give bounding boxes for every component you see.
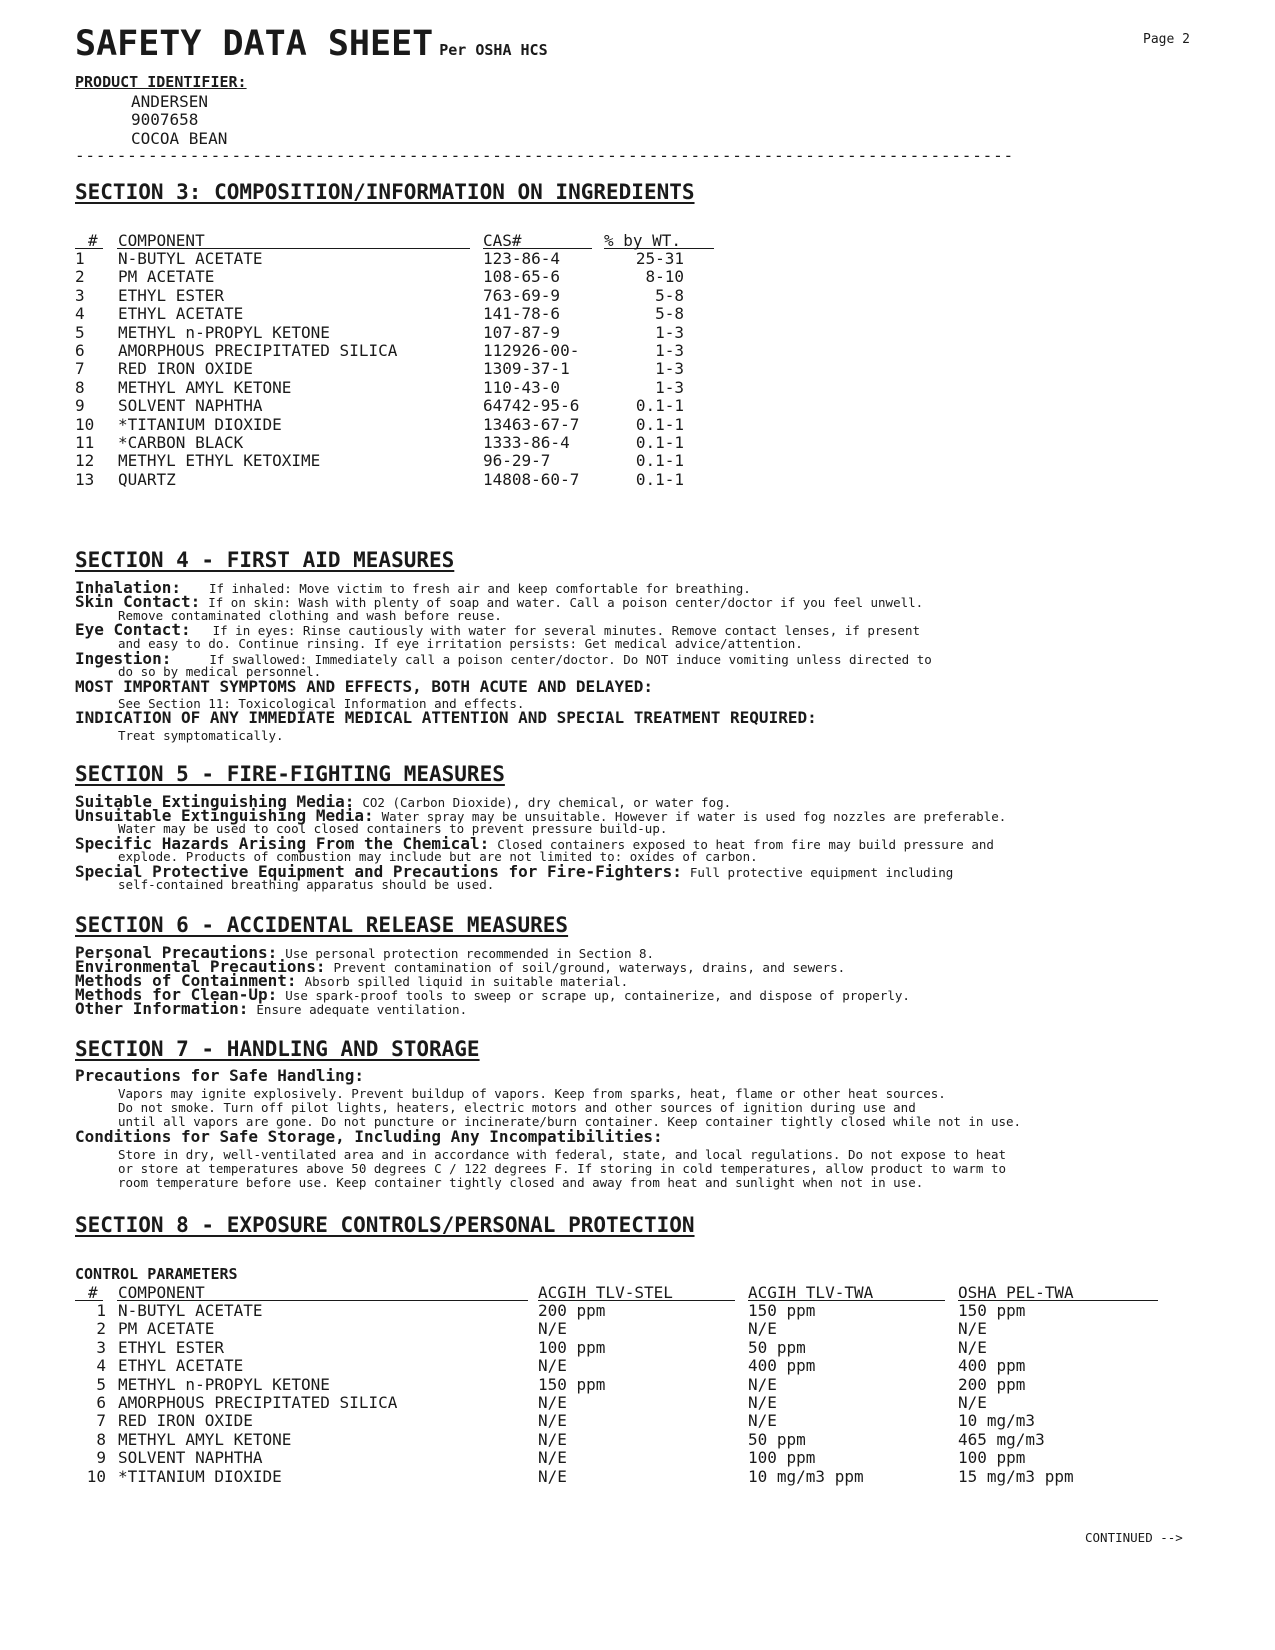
cell-num: 4 [75, 304, 85, 324]
cell-num: 10 [86, 1466, 106, 1486]
skin-contact-text-2: Remove contaminated clothing and wash before reuse. [118, 608, 502, 623]
cell-stel: 150 ppm [538, 1374, 606, 1394]
cell-component: QUARTZ [118, 469, 176, 489]
safe-storage-label: Conditions for Safe Storage, Including Any Incompatibilities: [75, 1127, 663, 1146]
cleanup-text: Use spark-proof tools to sweep or scrape up, containerize, and dispose of properly. [285, 988, 910, 1003]
cell-component: AMORPHOUS PRECIPITATED SILICA [118, 1393, 398, 1412]
cell-wt: 0.1-1 [635, 451, 684, 471]
eye-contact-text: If in eyes: Rinse cautiously with water for several minutes. Remove contact lenses, if present [212, 623, 921, 638]
cell-pel: 150 ppm [958, 1301, 1026, 1320]
specific-hazards-label: Specific Hazards Arising From the Chemical: [75, 834, 490, 853]
containment-label: Methods of Containment: [75, 971, 297, 990]
protective-equipment-text-2: self-contained breathing apparatus should be used. [118, 877, 495, 892]
cell-num: 7 [75, 359, 85, 379]
cell-num: 3 [75, 285, 85, 305]
cell-component: RED IRON OXIDE [118, 1411, 253, 1431]
cell-cas: 64742-95-6 [483, 396, 580, 416]
cell-wt: 1-3 [655, 359, 684, 379]
col-component-header: COMPONENT [118, 1283, 205, 1302]
cell-component: PM ACETATE [118, 1319, 215, 1339]
cell-component: METHYL n-PROPYL KETONE [118, 322, 330, 342]
col-cas-header: CAS# [483, 231, 522, 250]
section-5-heading: SECTION 5 - FIRE-FIGHTING MEASURES [75, 762, 505, 786]
cell-num: 4 [96, 1356, 106, 1376]
page-number: Page 2 [1143, 32, 1190, 47]
cell-num: 8 [75, 377, 85, 397]
cell-twa: 10 mg/m3 ppm [748, 1466, 864, 1486]
cell-wt: 5-8 [655, 304, 684, 324]
cell-pel: N/E [958, 1337, 987, 1357]
cell-cas: 763-69-9 [483, 285, 561, 305]
cell-num: 6 [96, 1393, 106, 1412]
symptoms-text: See Section 11: Toxicological Information and effects. [118, 696, 525, 711]
safe-handling-line: until all vapors are gone. Do not puncture or incinerate/burn container. Keep container tightly closed while not in use. [118, 1114, 1022, 1129]
personal-precautions-text: Use personal protection recommended in Section 8. [285, 946, 655, 961]
eye-contact-text-2: and easy to do. Continue rinsing. If eye irritation persists: Get medical advice/attention. [118, 636, 803, 651]
cell-num: 3 [96, 1337, 106, 1357]
indication-label: INDICATION OF ANY IMMEDIATE MEDICAL ATTENTION AND SPECIAL TREATMENT REQUIRED: [75, 708, 817, 727]
indication-text: Treat symptomatically. [118, 728, 284, 743]
cell-pel: 10 mg/m3 [958, 1411, 1036, 1431]
cell-component: SOLVENT NAPHTHA [118, 1448, 263, 1468]
cell-component: ETHYL ACETATE [118, 1356, 244, 1376]
eye-contact-label: Eye Contact: [75, 620, 191, 639]
skin-contact-label: Skin Contact: [75, 592, 201, 611]
specific-hazards-text-2: explode. Products of combustion may include but are not limited to: oxides of carbon. [118, 849, 758, 864]
cell-component: *TITANIUM DIOXIDE [118, 414, 282, 434]
cell-component: ETHYL ESTER [118, 1337, 224, 1357]
section-3-heading: SECTION 3: COMPOSITION/INFORMATION ON INGREDIENTS [75, 180, 695, 204]
cell-pel: 465 mg/m3 [958, 1429, 1045, 1449]
cell-num: 9 [96, 1448, 106, 1468]
col-component-header: COMPONENT [118, 231, 205, 250]
section-4-heading: SECTION 4 - FIRST AID MEASURES [75, 548, 455, 572]
cell-num: 11 [75, 433, 95, 452]
suitable-media-label: Suitable Extinguishing Media: [75, 792, 355, 811]
safe-storage-line: or store at temperatures above 50 degrees C / 122 degrees F. If storing in cold temperatures, allow product to warm to [118, 1161, 1007, 1176]
cell-twa: N/E [748, 1319, 777, 1339]
cell-wt: 0.1-1 [635, 414, 684, 434]
cell-stel: N/E [538, 1429, 567, 1449]
inhalation-label: Inhalation: [75, 578, 181, 597]
cell-wt: 1-3 [655, 341, 684, 360]
cell-twa: 50 ppm [748, 1429, 806, 1449]
cell-cas: 141-78-6 [483, 304, 561, 324]
cell-wt: 1-3 [655, 377, 684, 397]
col-num-header: # [88, 231, 98, 250]
cell-twa: N/E [748, 1411, 777, 1431]
cell-twa: 50 ppm [748, 1337, 806, 1357]
cell-twa: N/E [748, 1374, 777, 1394]
safe-handling-label: Precautions for Safe Handling: [75, 1066, 364, 1085]
specific-hazards-text: Closed containers exposed to heat from fire may build pressure and [497, 837, 994, 852]
cell-wt: 0.1-1 [635, 396, 684, 416]
cell-cas: 110-43-0 [483, 377, 561, 397]
cell-stel: N/E [538, 1393, 567, 1412]
protective-equipment-text: Full protective equipment including [689, 865, 954, 880]
cell-num: 5 [96, 1374, 106, 1394]
cell-num: 7 [96, 1411, 106, 1431]
cell-component: METHYL AMYL KETONE [118, 377, 292, 397]
suitable-media-text: CO2 (Carbon Dioxide), dry chemical, or water fog. [362, 795, 732, 810]
other-information-label: Other Information: [75, 999, 249, 1018]
cell-component: METHYL ETHYL KETOXIME [118, 451, 321, 471]
section-8-heading: SECTION 8 - EXPOSURE CONTROLS/PERSONAL PROTECTION [75, 1213, 695, 1237]
cell-num: 6 [75, 341, 85, 360]
cell-wt: 25-31 [635, 249, 684, 268]
containment-text: Absorb spilled liquid in suitable material. [304, 974, 629, 989]
cell-cas: 108-65-6 [483, 267, 561, 287]
col-wt-header: % by WT. [604, 231, 682, 250]
cell-component: METHYL AMYL KETONE [118, 1429, 292, 1449]
cell-pel: 100 ppm [958, 1448, 1026, 1468]
col-stel-header: ACGIH TLV-STEL [538, 1283, 673, 1302]
skin-contact-text: If on skin: Wash with plenty of soap and water. Call a poison center/doctor if you feel unwell. [208, 595, 924, 610]
cell-stel: 200 ppm [538, 1301, 606, 1320]
cell-component: *CARBON BLACK [118, 433, 244, 452]
ingestion-label: Ingestion: [75, 649, 172, 668]
cell-cas: 14808-60-7 [483, 469, 580, 489]
cell-wt: 0.1-1 [635, 433, 684, 452]
ingestion-text-2: do so by medical personnel. [118, 664, 322, 679]
col-twa-header: ACGIH TLV-TWA [748, 1283, 874, 1302]
cell-stel: N/E [538, 1411, 567, 1431]
cell-wt: 5-8 [655, 285, 684, 305]
cell-component: *TITANIUM DIOXIDE [118, 1466, 282, 1486]
section-6-heading: SECTION 6 - ACCIDENTAL RELEASE MEASURES [75, 913, 569, 937]
product-identifier-label: PRODUCT IDENTIFIER: [75, 73, 247, 91]
cell-pel: 400 ppm [958, 1356, 1026, 1376]
cell-num: 1 [96, 1301, 106, 1320]
cell-stel: N/E [538, 1466, 567, 1486]
cell-stel: N/E [538, 1319, 567, 1339]
cell-component: SOLVENT NAPHTHA [118, 396, 263, 416]
cell-pel: 200 ppm [958, 1374, 1026, 1394]
unsuitable-media-label: Unsuitable Extinguishing Media: [75, 806, 374, 825]
symptoms-label: MOST IMPORTANT SYMPTOMS AND EFFECTS, BOTH ACUTE AND DELAYED: [75, 677, 653, 696]
control-parameters-label: CONTROL PARAMETERS [75, 1265, 238, 1283]
cell-num: 12 [75, 451, 95, 471]
cell-num: 2 [96, 1319, 106, 1339]
cleanup-label: Methods for Clean-Up: [75, 985, 278, 1004]
other-information-row [75, 999, 467, 1018]
document-title [75, 24, 548, 64]
cell-twa: 100 ppm [748, 1448, 816, 1468]
title-subtitle: Per OSHA HCS [439, 41, 548, 59]
cell-component: ETHYL ESTER [118, 285, 224, 305]
cell-wt: 0.1-1 [635, 469, 684, 489]
continued-indicator: CONTINUED --> [1085, 1530, 1183, 1545]
cell-num: 13 [75, 469, 95, 489]
other-information-text: Ensure adequate ventilation. [256, 1002, 468, 1017]
safe-handling-line: Vapors may ignite explosively. Prevent buildup of vapors. Keep from sparks, heat, flame or other heat sources. [118, 1086, 946, 1101]
col-pel-header: OSHA PEL-TWA [958, 1283, 1074, 1302]
cell-pel: N/E [958, 1319, 987, 1339]
cell-num: 8 [96, 1429, 106, 1449]
environmental-precautions-text: Prevent contamination of soil/ground, waterways, drains, and sewers. [333, 960, 846, 975]
protective-equipment-label: Special Protective Equipment and Precautions for Fire-Fighters: [75, 862, 682, 881]
cell-stel: 100 ppm [538, 1337, 606, 1357]
cell-component: AMORPHOUS PRECIPITATED SILICA [118, 341, 398, 360]
cell-component: METHYL n-PROPYL KETONE [118, 1374, 330, 1394]
cell-twa: N/E [748, 1393, 777, 1412]
cell-num: 5 [75, 322, 85, 342]
product-line: COCOA BEAN [131, 129, 228, 148]
cell-component: ETHYL ACETATE [118, 304, 244, 324]
col-num-header: # [88, 1283, 98, 1302]
cell-wt: 8-10 [645, 267, 684, 287]
environmental-precautions-label: Environmental Precautions: [75, 957, 326, 976]
cell-component: RED IRON OXIDE [118, 359, 253, 379]
safe-storage-line: room temperature before use. Keep container tightly closed and away from heat and sunlight when not in use. [118, 1175, 924, 1190]
product-line: 9007658 [131, 110, 199, 129]
cell-cas: 107-87-9 [483, 322, 561, 342]
cell-cas: 112926-00- [483, 341, 580, 360]
cell-num: 9 [75, 396, 85, 416]
safe-storage-line: Store in dry, well-ventilated area and in accordance with federal, state, and local regulations. Do not expose to heat [118, 1147, 1007, 1162]
cell-num: 2 [75, 267, 85, 287]
title-text: SAFETY DATA SHEET [75, 24, 434, 64]
cell-cas: 13463-67-7 [483, 414, 580, 434]
cell-twa: 400 ppm [748, 1356, 816, 1376]
cell-num: 1 [75, 249, 85, 268]
cell-cas: 1333-86-4 [483, 433, 570, 452]
cell-pel: N/E [958, 1393, 987, 1412]
cell-cas: 123-86-4 [483, 249, 561, 268]
cell-twa: 150 ppm [748, 1301, 816, 1320]
cell-cas: 96-29-7 [483, 451, 551, 471]
cell-wt: 1-3 [655, 322, 684, 342]
cell-num: 10 [75, 414, 95, 434]
ingestion-text: If swallowed: Immediately call a poison center/doctor. Do NOT induce vomiting unless directed to [209, 652, 932, 667]
personal-precautions-label: Personal Precautions: [75, 943, 278, 962]
cell-pel: 15 mg/m3 ppm [958, 1466, 1074, 1486]
cell-component: N-BUTYL ACETATE [118, 1301, 263, 1320]
cell-stel: N/E [538, 1448, 567, 1468]
cell-component: PM ACETATE [118, 267, 215, 287]
product-line: ANDERSEN [131, 92, 209, 111]
inhalation-text: If inhaled: Move victim to fresh air and keep comfortable for breathing. [208, 581, 751, 596]
divider-line: ------------------------------------------------------------------------------------------ [75, 146, 1014, 165]
safe-handling-line: Do not smoke. Turn off pilot lights, heaters, electric motors and other sources of ignition during use and [118, 1100, 916, 1115]
unsuitable-media-text-2: Water may be used to cool closed containers to prevent pressure build-up. [118, 821, 668, 836]
section-7-heading: SECTION 7 - HANDLING AND STORAGE [75, 1037, 480, 1061]
cell-component: N-BUTYL ACETATE [118, 249, 263, 268]
cell-stel: N/E [538, 1356, 567, 1376]
unsuitable-media-text: Water spray may be unsuitable. However if water is used fog nozzles are preferable. [381, 809, 1007, 824]
cell-cas: 1309-37-1 [483, 359, 570, 379]
